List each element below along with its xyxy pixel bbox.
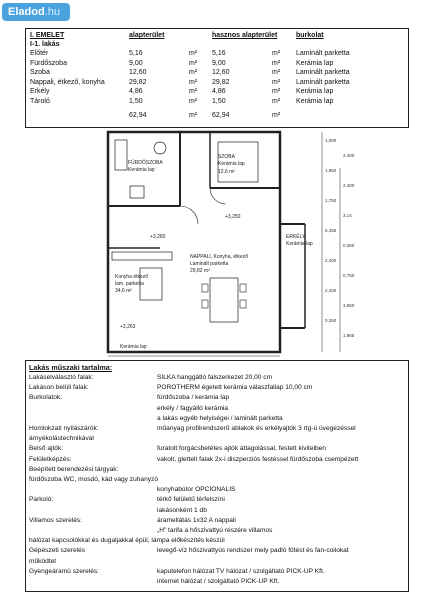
area-unit: m² bbox=[189, 59, 198, 67]
useful-unit: m² bbox=[272, 88, 281, 95]
bedroom-label: SZOBA bbox=[218, 154, 235, 160]
header-useful-area: hasznos alapterület bbox=[212, 32, 278, 39]
bathroom-label: FÜRDŐSZOBA bbox=[128, 160, 163, 166]
room-flooring: Laminált parketta bbox=[296, 50, 350, 57]
dimension-label: 0,360 bbox=[343, 243, 355, 248]
room-name: Előtér bbox=[30, 50, 49, 57]
spec-line bbox=[29, 425, 405, 434]
useful-unit: m² bbox=[272, 78, 281, 86]
dimension-label: 2,400 bbox=[325, 258, 337, 263]
spec-label: Belső ajtók: bbox=[29, 445, 64, 453]
area-unit: m² bbox=[189, 69, 198, 76]
spec-value: SILKA hanggátló falszerkezet 20,00 cm bbox=[157, 374, 273, 381]
technical-specs bbox=[25, 360, 409, 592]
balcony-floor: Kerámia lap bbox=[286, 241, 313, 247]
unit-title-row bbox=[26, 40, 408, 49]
bathtub bbox=[115, 140, 127, 170]
spec-line bbox=[29, 537, 405, 546]
area-unit: m² bbox=[189, 78, 198, 86]
room-name: Szoba bbox=[30, 69, 50, 76]
spec-label: árnyékolástechnikával bbox=[29, 435, 94, 443]
spec-line bbox=[29, 415, 405, 424]
area-unit: m² bbox=[189, 88, 198, 95]
bathroom-floor: Kerámia lap bbox=[128, 167, 155, 173]
spec-label: Felületképzés: bbox=[29, 455, 72, 463]
dimension-label: 0,250 bbox=[325, 318, 337, 323]
header-area: alapterület bbox=[129, 32, 165, 39]
room-flooring: Kerámia lap bbox=[296, 59, 334, 67]
spec-line bbox=[29, 456, 405, 465]
dimension-label: 0,750 bbox=[343, 273, 355, 278]
dining-table bbox=[210, 278, 238, 322]
spec-value: erkély / fagyálló kerámia bbox=[157, 404, 229, 412]
spec-label: Parkoló: bbox=[29, 496, 54, 504]
spec-value: POROTHERM égetett kerámia válaszfallap 10,00 cm bbox=[157, 384, 313, 392]
spec-label: Burkolatok: bbox=[29, 394, 62, 402]
living-floor: Laminált parketta bbox=[190, 261, 229, 267]
total-unit: m² bbox=[189, 112, 198, 119]
logo-suffix: .hu bbox=[44, 6, 60, 18]
dimension-label: 1,950 bbox=[325, 168, 337, 173]
spec-line bbox=[29, 527, 405, 536]
spec-line bbox=[29, 374, 405, 383]
room-name: Fürdőszoba bbox=[30, 59, 67, 67]
living-area: 29,82 m² bbox=[190, 268, 210, 274]
useful-unit: m² bbox=[272, 59, 281, 67]
room-area: 1,50 bbox=[129, 97, 143, 105]
sink bbox=[154, 142, 166, 154]
spec-line bbox=[29, 405, 405, 414]
spec-line bbox=[29, 496, 405, 505]
dimension-label: 2,400 bbox=[325, 288, 337, 293]
spec-label: Homlokzati nyílászárók: bbox=[29, 425, 99, 432]
kitchen-counter bbox=[112, 252, 172, 260]
area-row bbox=[26, 68, 408, 77]
door-swing bbox=[180, 206, 198, 224]
area-unit: m² bbox=[189, 97, 198, 105]
spec-line bbox=[29, 558, 405, 567]
room-area: 9,00 bbox=[129, 59, 143, 67]
area-unit: m² bbox=[189, 50, 198, 57]
total-useful: 62,94 bbox=[212, 112, 230, 119]
spec-label: fürdőszoba WC, mosdó, kád vagy zuhanyzó bbox=[29, 476, 159, 483]
area-total-row bbox=[26, 111, 408, 120]
spec-line bbox=[29, 578, 405, 587]
dimension-label: 3,950 bbox=[343, 303, 355, 308]
room-flooring: Laminált parketta bbox=[296, 69, 350, 76]
dimension-label: 1,750 bbox=[325, 198, 337, 203]
dimension-label: 3,14 bbox=[343, 213, 352, 218]
bedroom-area: 12,6 m² bbox=[218, 169, 235, 175]
total-area: 62,94 bbox=[129, 112, 147, 119]
level-mark: +3,250 bbox=[225, 214, 241, 220]
room-useful-area: 29,82 bbox=[212, 78, 230, 86]
spec-value: konyhabútor OPCIONÁLIS bbox=[157, 486, 236, 494]
spec-line bbox=[29, 476, 405, 485]
room-name: Nappali, étkező, konyha bbox=[30, 78, 105, 86]
spec-line bbox=[29, 517, 405, 526]
spec-value: lakásonként 1 db bbox=[157, 506, 207, 514]
spec-value: áramellátás 1x32 A nappali bbox=[157, 516, 236, 524]
kitchen-label: Konyha étkező bbox=[115, 274, 149, 280]
room-useful-area: 12,60 bbox=[212, 69, 230, 76]
kitchen-floor: lam. parketta bbox=[115, 281, 144, 287]
unit-title: I-1. lakás bbox=[30, 41, 60, 48]
spec-line bbox=[29, 466, 405, 475]
spec-line bbox=[29, 435, 405, 444]
area-row bbox=[26, 87, 408, 96]
useful-unit: m² bbox=[272, 50, 281, 57]
spec-label: Gyengeáramú szerelés: bbox=[29, 567, 100, 575]
area-row bbox=[26, 97, 408, 106]
spec-line bbox=[29, 486, 405, 495]
spec-label: hálózat kapcsolókkal és dugaljakkal épül, lámpa előkészítés készül bbox=[29, 537, 225, 545]
header-floor: I. EMELET bbox=[30, 32, 65, 39]
chair bbox=[202, 284, 208, 292]
balcony-label: ERKÉLY bbox=[286, 234, 306, 240]
room-useful-area: 5,16 bbox=[212, 50, 226, 57]
dimension-label: 2,400 bbox=[343, 183, 355, 188]
room-useful-area: 1,50 bbox=[212, 97, 226, 105]
spec-value: internet hálózat / szolgáltató PICK-UP Kft. bbox=[157, 578, 280, 585]
spec-value: térkő felületű térfelszíni bbox=[157, 496, 225, 504]
spec-label: Lakáson belüli falak: bbox=[29, 384, 89, 392]
spec-label: Lakáselválasztó falak: bbox=[29, 374, 94, 381]
spec-label: működtet bbox=[29, 557, 57, 565]
area-table-header bbox=[26, 31, 408, 40]
total-unit2: m² bbox=[272, 112, 281, 119]
room-area: 12,60 bbox=[129, 69, 147, 76]
spec-line bbox=[29, 507, 405, 516]
logo-name: Eladod bbox=[8, 6, 45, 18]
chair bbox=[202, 300, 208, 308]
room-area: 29,82 bbox=[129, 78, 147, 86]
kitchen-area: 34,6 m² bbox=[115, 288, 132, 294]
spec-line bbox=[29, 568, 405, 577]
door-swing bbox=[210, 188, 226, 204]
header-flooring: burkolat bbox=[296, 32, 324, 39]
room-area: 4,86 bbox=[129, 88, 143, 95]
room-flooring: Kerámia lap bbox=[296, 97, 334, 105]
specs-title: Lakás műszaki tartalma: bbox=[29, 363, 113, 372]
area-table bbox=[25, 28, 409, 128]
dimension-label: 1,000 bbox=[325, 138, 337, 143]
site-logo[interactable] bbox=[2, 3, 70, 21]
bedroom-floor: Kerámia lap bbox=[218, 161, 245, 167]
entry-floor: Kerámia lap bbox=[120, 344, 147, 350]
room-useful-area: 4,86 bbox=[212, 88, 226, 95]
spec-line bbox=[29, 394, 405, 403]
area-row bbox=[26, 49, 408, 58]
spec-label: Gépészeti szerelés bbox=[29, 547, 86, 555]
room-flooring: Kerámia lap bbox=[296, 88, 334, 95]
room-area: 5,16 bbox=[129, 50, 143, 57]
spec-label: Villamos szerelés: bbox=[29, 516, 83, 524]
room-flooring: Laminált parketta bbox=[296, 78, 350, 86]
room-name: Tároló bbox=[30, 97, 50, 105]
room-useful-area: 9,00 bbox=[212, 59, 226, 67]
chair bbox=[240, 300, 246, 308]
dimension-label: 6,455 bbox=[325, 228, 337, 233]
spec-label: Beépített berendezési tárgyak: bbox=[29, 465, 119, 473]
spec-value: levegő-víz hőszivattyús rendszer mely padló fűtést és fan-coilokat bbox=[157, 547, 349, 555]
spec-value: a lakás egyéb helyiségei / laminált parketta bbox=[157, 414, 283, 422]
spec-line bbox=[29, 384, 405, 393]
area-row bbox=[26, 78, 408, 87]
spec-value: műanyag profilrendszerű ablakok és erkélyajtók 3 rtg-ú üvegezéssel bbox=[157, 425, 356, 432]
spec-value: „H” tarifa a hőszivattyú részére villamos bbox=[157, 527, 273, 534]
area-row bbox=[26, 59, 408, 68]
spec-value: kaputelefon hálózat TV hálózat / szolgáltató PICK-UP Kft. bbox=[157, 567, 325, 575]
room-name: Erkély bbox=[30, 88, 50, 95]
floor-plan bbox=[60, 128, 390, 360]
spec-value: furatolt forgácsbetétes ajtók áttagolással, festett kivitelben bbox=[157, 445, 326, 453]
spec-line bbox=[29, 547, 405, 556]
spec-value: vakolt, glettelt falak 2x-i diszperziós festéssel fürdőszoba csempézett bbox=[157, 455, 359, 463]
level-mark: +3,260 bbox=[150, 234, 166, 240]
spec-value: fürdőszoba / kerámia lap bbox=[157, 394, 230, 402]
dimension-label: 1,965 bbox=[343, 333, 355, 338]
useful-unit: m² bbox=[272, 97, 281, 105]
useful-unit: m² bbox=[272, 69, 281, 76]
toilet bbox=[130, 186, 144, 198]
spec-line bbox=[29, 445, 405, 454]
chair bbox=[240, 284, 246, 292]
level-mark: +3,263 bbox=[120, 324, 136, 330]
dimension-label: 2,400 bbox=[343, 153, 355, 158]
living-label: NAPPALI, Konyha, étkező bbox=[190, 254, 248, 260]
